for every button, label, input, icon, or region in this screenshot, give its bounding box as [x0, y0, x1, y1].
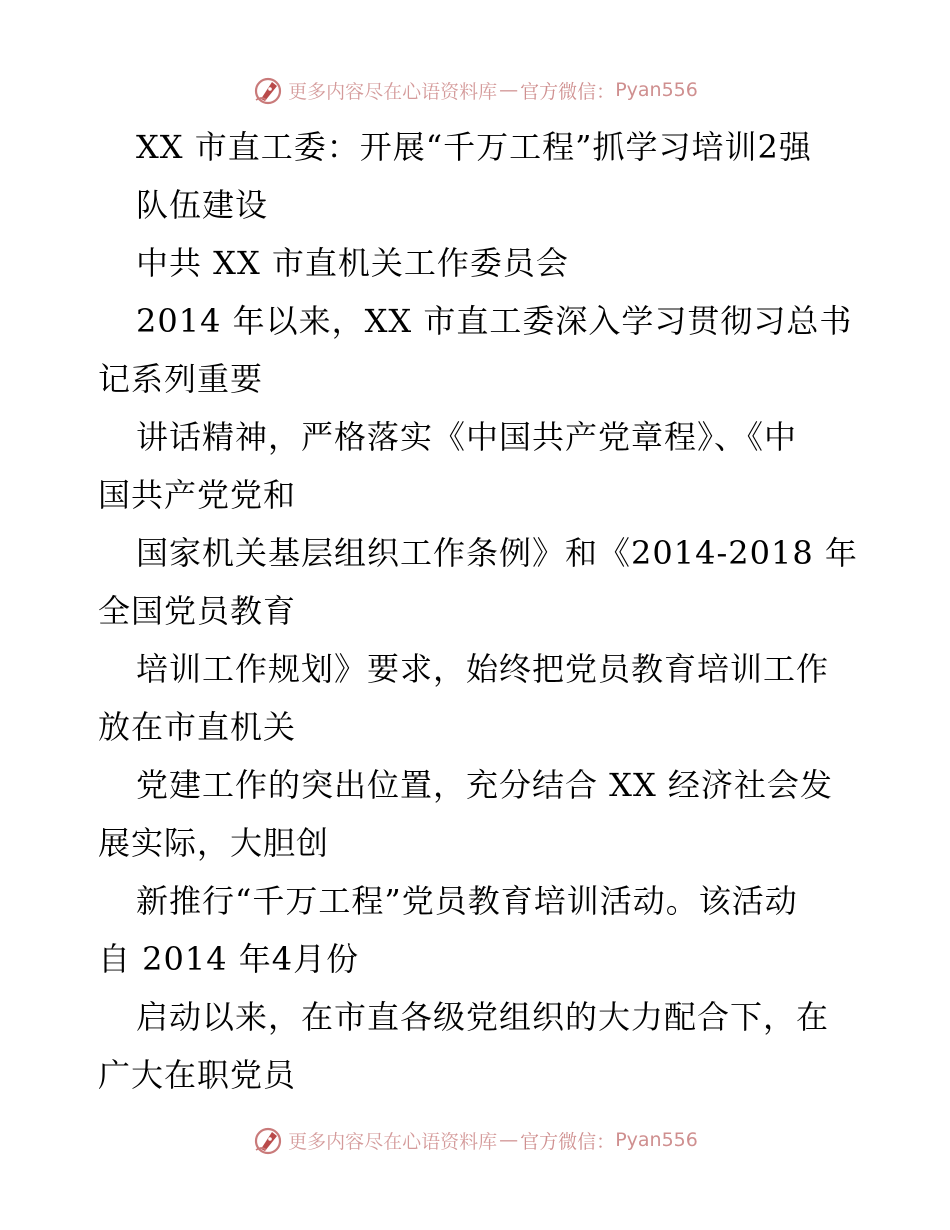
banner-wechat-label: 官方微信： [520, 1130, 616, 1153]
doc-paragraph-line: 全国党员教育 [98, 592, 297, 630]
banner-text: 更多内容尽在心语资料库 [288, 1130, 498, 1153]
banner-wechat-id: Pyan556 [615, 1129, 698, 1151]
header-banner [0, 70, 950, 110]
doc-paragraph-line: 广大在职党员 [98, 1056, 297, 1094]
doc-paragraph-line: 新推行“千万工程”党员教育培训活动。该活动 [136, 882, 798, 920]
doc-title-line-1: XX 市直工委：开展“千万工程”抓学习培训2强 [136, 128, 812, 166]
doc-author: 中共 XX 市直机关工作委员会 [136, 244, 569, 282]
document-body [98, 118, 858, 1104]
doc-paragraph-line: 国家机关基层组织工作条例》和《2014-2018 年 [136, 534, 858, 572]
banner-dash: — [499, 1129, 519, 1151]
pen-nib-logo-icon [252, 1124, 284, 1156]
doc-paragraph-line: 记系列重要 [98, 360, 264, 398]
doc-paragraph-line: 国共产党党和 [98, 476, 297, 514]
doc-paragraph-line: 展实际，大胆创 [98, 824, 330, 862]
doc-paragraph-line: 2014 年以来，XX 市直工委深入学习贯彻习总书 [136, 302, 853, 340]
doc-paragraph-line: 放在市直机关 [98, 708, 297, 746]
pen-nib-logo-icon [252, 74, 284, 106]
doc-paragraph-line: 讲话精神，严格落实《中国共产党章程》、《中 [136, 418, 798, 456]
doc-paragraph-line: 启动以来，在市直各级党组织的大力配合下，在 [136, 998, 830, 1036]
footer-banner [0, 1120, 950, 1160]
banner-wechat-id: Pyan556 [615, 79, 698, 101]
doc-paragraph-line: 自 2014 年4月份 [98, 940, 360, 978]
doc-title-line-2: 队伍建设 [136, 186, 269, 224]
banner-dash: — [499, 79, 519, 101]
banner-text: 更多内容尽在心语资料库 [288, 80, 498, 103]
banner-wechat-label: 官方微信： [520, 80, 616, 103]
doc-paragraph-line: 培训工作规划》要求，始终把党员教育培训工作 [136, 650, 830, 688]
doc-paragraph-line: 党建工作的突出位置，充分结合 XX 经济社会发 [136, 766, 833, 804]
